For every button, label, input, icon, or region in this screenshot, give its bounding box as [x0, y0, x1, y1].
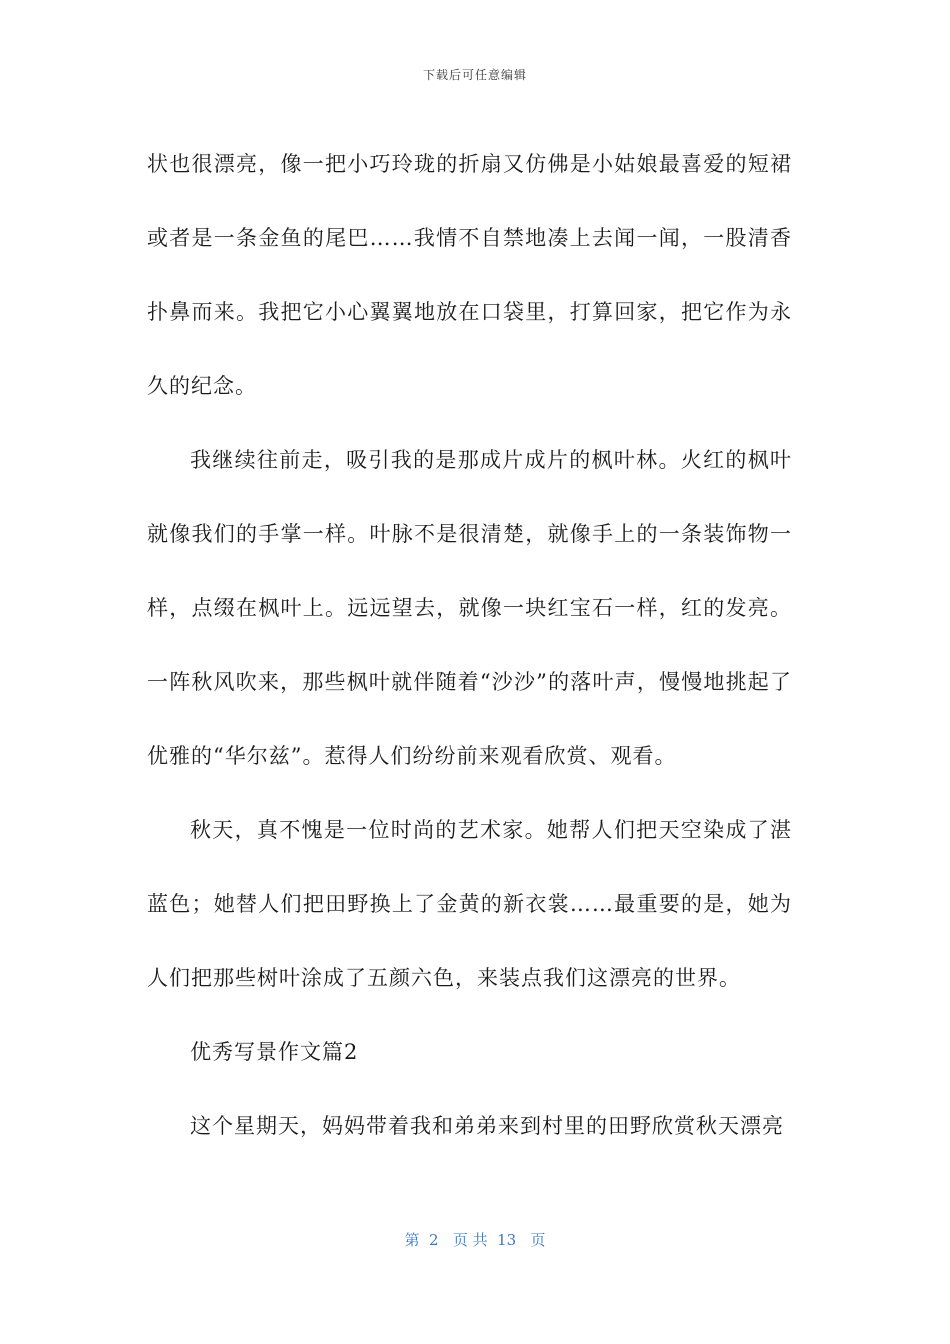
paragraph-maple-forest: 我继续往前走，吸引我的是那成片成片的枫叶林。火红的枫叶就像我们的手掌一样。叶脉不是很清楚，就像手上的一条装饰物一样，点缀在枫叶上。远远望去，就像一块红宝石一样，红的发亮。一阵秋风吹来，那些枫叶就伴随着“沙沙”的落叶声，慢慢地挑起了优雅的“华尔兹”。惹得人们纷纷前来观看欣赏、观看。 — [147, 448, 792, 768]
document-body — [147, 127, 792, 1163]
paragraph-autumn-artist: 秋天，真不愧是一位时尚的艺术家。她帮人们把天空染成了湛蓝色；她替人们把田野换上了金黄的新衣裳……最重要的是，她为人们把那些树叶涂成了五颜六色，来装点我们这漂亮的世界。 — [147, 818, 792, 990]
section-heading: 优秀写景作文篇2 — [190, 1040, 359, 1064]
page-number: 第 2 页 共 13 页 — [404, 1231, 546, 1249]
paragraph-continuation: 状也很漂亮，像一把小巧玲珑的折扇又仿佛是小姑娘最喜爱的短裙或者是一条金鱼的尾巴……我情不自禁地凑上去闻一闻，一股清香扑鼻而来。我把它小心翼翼地放在口袋里，打算回家，把它作为永久的纪念。 — [147, 152, 792, 398]
page-header: 下载后可任意编辑 — [422, 68, 527, 82]
paragraph-sunday-fields: 这个星期天，妈妈带着我和弟弟来到村里的田野欣赏秋天漂亮 — [190, 1114, 784, 1138]
